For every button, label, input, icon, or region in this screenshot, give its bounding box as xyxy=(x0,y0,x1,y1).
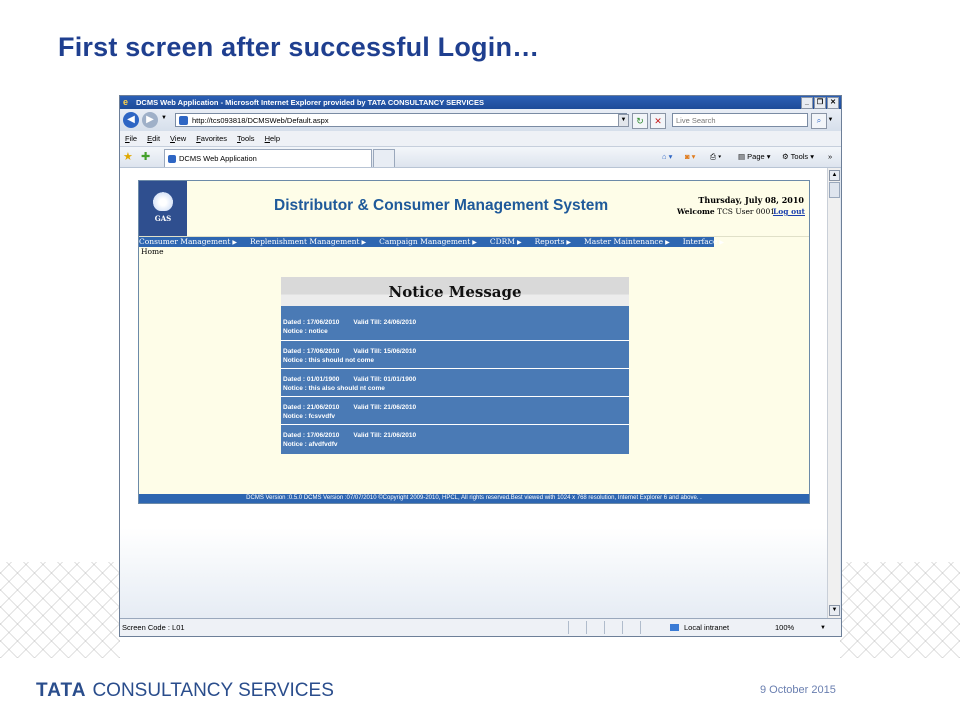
history-dropdown-icon[interactable]: ▼ xyxy=(161,115,167,121)
zoom-dropdown-icon[interactable]: ▼ xyxy=(820,625,826,631)
nav-arrow-icon: ▶ xyxy=(516,239,522,246)
page-menu-label: Page xyxy=(747,152,765,161)
notice-text: Notice : this also should nt come xyxy=(283,385,385,392)
status-divider xyxy=(586,621,601,634)
nav-label: Reports xyxy=(534,237,565,246)
notice-title: Notice Message xyxy=(281,277,629,306)
new-tab-button[interactable] xyxy=(373,149,395,167)
nav-consumer-management[interactable] xyxy=(139,237,237,247)
menu-help[interactable]: Help xyxy=(264,134,280,143)
refresh-button[interactable]: ↻ xyxy=(632,113,648,129)
tcs-logo-text: CONSULTANCY SERVICES xyxy=(92,680,334,701)
nav-reports[interactable] xyxy=(535,237,571,247)
notice-item xyxy=(281,312,629,340)
decorative-pattern-right xyxy=(840,562,960,658)
forward-button[interactable]: ▶ xyxy=(142,112,158,128)
slide-date: 9 October 2015 xyxy=(760,684,836,696)
menu-bar xyxy=(120,131,841,147)
nav-campaign-management[interactable] xyxy=(379,237,477,247)
notice-panel xyxy=(281,277,629,454)
zoom-level[interactable]: 100% xyxy=(775,623,795,632)
user-name: TCS User 0001 xyxy=(717,207,775,216)
notice-valid-till: Valid Till: 24/06/2010 xyxy=(353,319,417,326)
address-text: http://tcs093818/DCMSWeb/Default.aspx xyxy=(192,116,329,125)
add-favorites-icon[interactable]: ✚ xyxy=(141,151,151,163)
tab-label: DCMS Web Application xyxy=(179,154,257,163)
search-input[interactable]: Live Search xyxy=(672,113,808,127)
scroll-up-icon[interactable]: ▲ xyxy=(829,170,840,181)
nav-label: Interface xyxy=(682,237,718,246)
notice-valid-till: Valid Till: 15/06/2010 xyxy=(353,348,417,355)
nav-arrow-icon: ▶ xyxy=(232,239,237,246)
app-footer: DCMS Version :0.5.0 DCMS Version :07/07/2010 ©Copyright 2009-2010, HPCL, All rights reserved.Best viewed with 1024 x 768 resolution, Internet Explorer 6 and above. . xyxy=(139,494,809,503)
decorative-pattern-left xyxy=(0,562,120,658)
scroll-thumb[interactable] xyxy=(829,182,840,198)
status-text: Screen Code : L01 xyxy=(122,623,185,632)
nav-arrow-icon: ▶ xyxy=(719,239,725,246)
vertical-scrollbar[interactable] xyxy=(827,168,840,618)
nav-label: Replenishment Management xyxy=(250,237,360,246)
welcome-label: Welcome xyxy=(676,207,715,216)
nav-arrow-icon: ▶ xyxy=(665,239,670,246)
hp-gas-logo xyxy=(139,181,187,236)
tcs-logo xyxy=(36,680,334,702)
logout-link[interactable]: Log out xyxy=(772,207,805,216)
notice-text: Notice : this should not come xyxy=(283,357,375,364)
nav-interface[interactable] xyxy=(683,237,724,247)
chevron-more-icon[interactable]: » xyxy=(828,152,833,161)
tools-menu-button[interactable]: ⚙ Tools ▾ xyxy=(782,152,815,161)
slide-title: First screen after successful Login… xyxy=(58,32,540,62)
tab-dcms[interactable] xyxy=(164,149,372,167)
tools-menu-label: Tools xyxy=(790,152,809,161)
breadcrumb: Home xyxy=(141,247,164,256)
notice-dated: Dated : 17/06/2010 xyxy=(283,432,340,439)
nav-label: Master Maintenance xyxy=(584,237,664,246)
ie-logo-icon: e xyxy=(123,97,129,107)
notice-list xyxy=(281,312,629,452)
favorites-star-icon[interactable]: ★ xyxy=(123,151,133,163)
security-zone: Local intranet xyxy=(684,623,730,632)
page-menu-button[interactable]: ▤ Page ▾ xyxy=(738,152,771,161)
notice-valid-till: Valid Till: 21/06/2010 xyxy=(353,432,417,439)
notice-text: Notice : afvdfvdfv xyxy=(283,441,338,448)
current-date: Thursday, July 08, 2010 xyxy=(698,195,804,205)
nav-label: Campaign Management xyxy=(379,237,471,246)
nav-arrow-icon: ▶ xyxy=(361,239,367,246)
nav-cdrm[interactable] xyxy=(490,237,522,247)
address-toolbar xyxy=(120,109,841,131)
notice-dated: Dated : 17/06/2010 xyxy=(283,319,340,326)
intranet-zone-icon xyxy=(670,624,679,631)
feeds-icon[interactable]: ◙ ▾ xyxy=(685,152,696,161)
search-icon[interactable]: ⌕ xyxy=(811,113,827,129)
notice-dated: Dated : 21/06/2010 xyxy=(283,404,340,411)
address-dropdown-icon[interactable]: ▼ xyxy=(618,114,629,127)
status-divider xyxy=(568,621,583,634)
tcs-logo-brand: TATA xyxy=(36,680,87,701)
notice-item xyxy=(281,424,629,452)
notice-dated: Dated : 01/01/1900 xyxy=(283,376,340,383)
menu-favorites[interactable]: Favorites xyxy=(196,134,228,143)
print-icon[interactable]: ⎙ ▾ xyxy=(710,152,722,161)
home-icon[interactable]: ⌂ ▾ xyxy=(662,152,673,161)
window-title: DCMS Web Application - Microsoft Internet Explorer provided by TATA CONSULTANCY SERVICES xyxy=(136,98,484,107)
maximize-button[interactable]: ❐ xyxy=(814,97,826,109)
welcome-text xyxy=(677,207,775,216)
status-divider xyxy=(604,621,619,634)
dcms-app xyxy=(138,180,810,504)
status-divider xyxy=(622,621,637,634)
scroll-down-icon[interactable]: ▼ xyxy=(829,605,840,616)
status-divider xyxy=(640,621,655,634)
notice-valid-till: Valid Till: 21/06/2010 xyxy=(353,404,417,411)
page-icon xyxy=(179,116,188,125)
browser-window xyxy=(119,95,842,637)
notice-text: Notice : fcsvvdfv xyxy=(283,413,336,420)
minimize-button[interactable]: _ xyxy=(801,97,813,109)
stop-button[interactable]: ✕ xyxy=(650,113,666,129)
tab-page-icon xyxy=(168,155,176,163)
back-button[interactable]: ◀ xyxy=(123,112,139,128)
app-title: Distributor & Consumer Management System xyxy=(274,197,609,214)
menu-tools[interactable]: Tools xyxy=(237,134,255,143)
browser-titlebar xyxy=(120,96,841,109)
flame-logo-icon xyxy=(153,189,173,211)
notice-valid-till: Valid Till: 01/01/1900 xyxy=(353,376,417,383)
nav-replenishment-management[interactable] xyxy=(250,237,366,247)
menu-view[interactable]: View xyxy=(170,134,187,143)
search-dropdown-icon[interactable]: ▼ xyxy=(827,117,834,123)
notice-text: Notice : notice xyxy=(283,328,328,335)
close-window-button[interactable]: ✕ xyxy=(827,97,839,109)
menu-edit[interactable]: Edit xyxy=(147,134,161,143)
notice-dated: Dated : 17/06/2010 xyxy=(283,348,340,355)
nav-master-maintenance[interactable] xyxy=(584,237,670,247)
notice-item xyxy=(281,340,629,368)
app-header xyxy=(139,181,809,237)
logo-text: GAS xyxy=(154,214,172,223)
status-bar xyxy=(120,618,841,637)
app-nav-menu xyxy=(139,237,725,247)
nav-arrow-icon: ▶ xyxy=(566,239,572,246)
notice-item xyxy=(281,368,629,396)
favorites-bar xyxy=(120,147,841,168)
notice-item xyxy=(281,396,629,424)
menu-file[interactable]: File xyxy=(125,134,138,143)
nav-label: CDRM xyxy=(489,237,515,246)
nav-label: Consumer Management xyxy=(139,237,231,246)
address-field[interactable] xyxy=(175,113,627,127)
nav-arrow-icon: ▶ xyxy=(472,239,477,246)
page-viewport xyxy=(120,168,827,618)
